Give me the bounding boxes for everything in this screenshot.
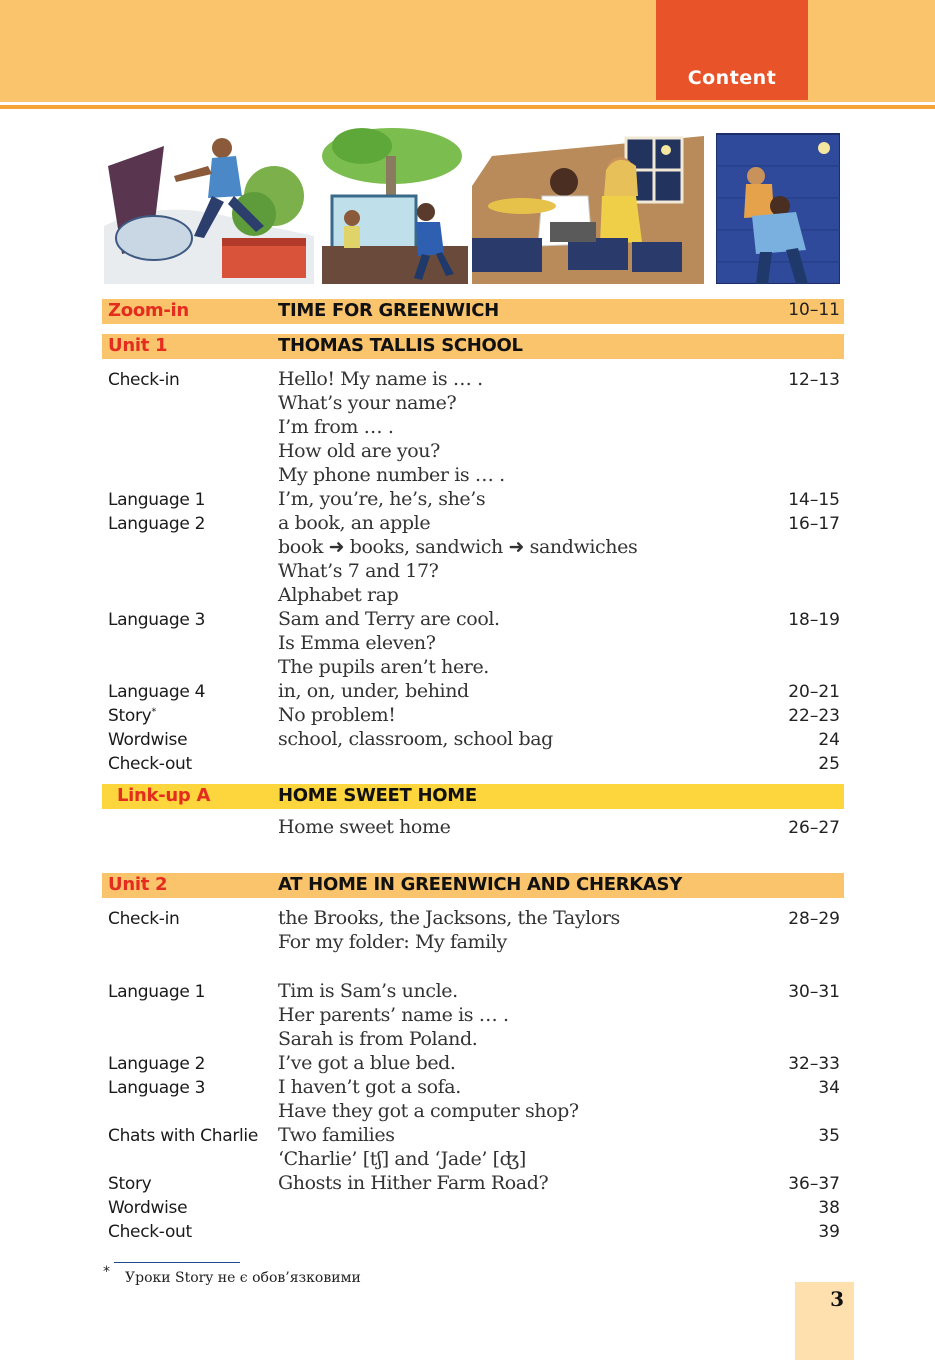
content-tab: [656, 0, 808, 100]
link-up-a-rows: [108, 816, 844, 840]
lesson-pages: 32–33: [788, 1054, 840, 1074]
lesson-name: [108, 490, 205, 510]
lesson-description: My phone number is … .: [278, 464, 505, 486]
lesson-description: Her parents’ name is … .: [278, 1004, 509, 1026]
zoom-in-pages: 10–11: [788, 300, 840, 320]
toc-row: [108, 1196, 844, 1220]
lesson-name-text: Language 1: [108, 982, 206, 1002]
header-rule: [0, 105, 935, 109]
toc-row: [108, 931, 844, 955]
zoom-in-label: Zoom-in: [108, 300, 189, 321]
toc-row: [108, 632, 844, 656]
toc-row: [108, 1172, 844, 1196]
lesson-name-text: Story: [108, 706, 152, 726]
lesson-name: [108, 514, 205, 534]
toc-row: [108, 464, 844, 488]
zoom-in-band: [102, 299, 844, 324]
toc-row: [108, 752, 844, 776]
lesson-name: [108, 909, 180, 929]
toc-row: [108, 680, 844, 704]
toc-row: [108, 907, 844, 931]
lesson-pages: 39: [818, 1222, 840, 1242]
lesson-name: [108, 370, 180, 390]
toc-row: [108, 1124, 844, 1148]
lesson-description: Ghosts in Hither Farm Road?: [278, 1172, 549, 1194]
link-up-a-title: HOME SWEET HOME: [278, 785, 477, 806]
lesson-description: Is Emma eleven?: [278, 632, 436, 654]
toc-row: [108, 1220, 844, 1244]
toc-row: [108, 488, 844, 512]
toc-row: [108, 1028, 844, 1052]
lesson-description: school, classroom, school bag: [278, 728, 553, 750]
toc-row: [108, 656, 844, 680]
lesson-pages: 34: [818, 1078, 840, 1098]
lesson-name-text: Language 2: [108, 1054, 206, 1074]
toc-row: [108, 816, 844, 840]
lesson-name: [108, 610, 205, 630]
lesson-name-text: Wordwise: [108, 1198, 188, 1218]
lesson-description: in, on, under, behind: [278, 680, 469, 702]
footnote-rule: [114, 1262, 240, 1263]
lesson-name-text: Language 1: [108, 490, 206, 510]
toc-row: [108, 584, 844, 608]
lesson-name-text: Chats with Charlie: [108, 1126, 259, 1146]
unit2-rows-language: [108, 980, 844, 1244]
toc-row: [108, 440, 844, 464]
lesson-description: Alphabet rap: [278, 584, 399, 606]
lesson-pages: 14–15: [788, 490, 840, 510]
lesson-name: [108, 1174, 151, 1194]
lesson-pages: 36–37: [788, 1174, 840, 1194]
toc-row: [108, 980, 844, 1004]
lesson-pages: 16–17: [788, 514, 840, 534]
lesson-name-text: Language 3: [108, 1078, 206, 1098]
toc-row: [108, 1076, 844, 1100]
illustration-boy-window: [322, 126, 468, 284]
lesson-description: ‘Charlie’ [tʃ] and ‘Jade’ [ʤ]: [278, 1148, 526, 1170]
lesson-description: book ➜ books, sandwich ➜ sandwiches: [278, 536, 638, 558]
page-number: 3: [830, 1287, 844, 1311]
lesson-pages: 38: [818, 1198, 840, 1218]
toc-row: [108, 1004, 844, 1028]
lesson-pages: 20–21: [788, 682, 840, 702]
page-number-box: [795, 1282, 854, 1360]
lesson-description: How old are you?: [278, 440, 440, 462]
lesson-pages: 35: [818, 1126, 840, 1146]
lesson-name: [108, 754, 192, 774]
lesson-pages: 22–23: [788, 706, 840, 726]
toc-row: [108, 1148, 844, 1172]
unit2-band: [102, 873, 844, 898]
lesson-pages: 24: [818, 730, 840, 750]
lesson-description: Sam and Terry are cool.: [278, 608, 500, 630]
lesson-description: Have they got a computer shop?: [278, 1100, 579, 1122]
lesson-description: the Brooks, the Jacksons, the Taylors: [278, 907, 620, 929]
lesson-description: The pupils aren’t here.: [278, 656, 489, 678]
unit2-title: AT HOME IN GREENWICH AND CHERKASY: [278, 874, 682, 895]
lesson-description: Sarah is from Poland.: [278, 1028, 478, 1050]
toc-row: [108, 560, 844, 584]
lesson-description: I’ve got a blue bed.: [278, 1052, 456, 1074]
lesson-name-text: Language 4: [108, 682, 206, 702]
lesson-name: [108, 982, 205, 1002]
toc-row: [108, 416, 844, 440]
lesson-description: What’s 7 and 17?: [278, 560, 439, 582]
toc-row: [108, 608, 844, 632]
unit1-label: Unit 1: [108, 335, 168, 356]
lesson-description: I’m from … .: [278, 416, 394, 438]
footnote-text: Уроки Story не є обов’язковими: [125, 1270, 361, 1286]
footnote-marker: *: [103, 1264, 110, 1280]
illustration-kids-night: [716, 126, 840, 284]
lesson-name: [108, 1126, 258, 1146]
lesson-name: [108, 730, 187, 750]
lesson-pages: 26–27: [788, 818, 840, 838]
lesson-name-text: Check-out: [108, 1222, 192, 1242]
lesson-name: [108, 1078, 205, 1098]
lesson-description: No problem!: [278, 704, 396, 726]
unit2-rows-checkin: [108, 907, 844, 955]
lesson-pages: 30–31: [788, 982, 840, 1002]
lesson-name-text: Story: [108, 1174, 152, 1194]
lesson-name-text: Language 2: [108, 514, 206, 534]
toc-row: [108, 704, 844, 728]
toc-row: [108, 392, 844, 416]
footnote-ref: *: [151, 706, 157, 718]
unit1-rows: [108, 368, 844, 776]
toc-row: [108, 1100, 844, 1124]
lesson-description: For my folder: My family: [278, 931, 507, 953]
lesson-name-text: Check-out: [108, 754, 192, 774]
lesson-name-text: Language 3: [108, 610, 206, 630]
toc-row: [108, 728, 844, 752]
link-up-a-band: [102, 784, 844, 809]
lesson-pages: 18–19: [788, 610, 840, 630]
lesson-name: [108, 682, 205, 702]
unit1-band: [102, 334, 844, 359]
lesson-pages: 28–29: [788, 909, 840, 929]
unit2-label: Unit 2: [108, 874, 168, 895]
illustration-girl-jumping: [104, 126, 314, 284]
illustration-kids-drums: [472, 126, 704, 284]
link-up-a-label: Link-up A: [117, 785, 211, 806]
toc-row: [108, 1052, 844, 1076]
lesson-description: Hello! My name is … .: [278, 368, 483, 390]
toc-row: [108, 536, 844, 560]
lesson-pages: 25: [818, 754, 840, 774]
lesson-name: [108, 1198, 187, 1218]
lesson-name-text: Wordwise: [108, 730, 188, 750]
lesson-description: I haven’t got a sofa.: [278, 1076, 461, 1098]
lesson-name: [108, 1054, 205, 1074]
lesson-name: [108, 1222, 192, 1242]
lesson-description: Two families: [278, 1124, 395, 1146]
lesson-pages: 12–13: [788, 370, 840, 390]
lesson-name: [108, 706, 156, 726]
lesson-name-text: Check-in: [108, 370, 180, 390]
content-tab-label: Content: [687, 67, 777, 89]
unit1-title: THOMAS TALLIS SCHOOL: [278, 335, 523, 356]
lesson-description: What’s your name?: [278, 392, 457, 414]
lesson-description: Home sweet home: [278, 816, 451, 838]
lesson-description: I’m, you’re, he’s, she’s: [278, 488, 486, 510]
toc-row: [108, 368, 844, 392]
lesson-description: a book, an apple: [278, 512, 431, 534]
toc-row: [108, 512, 844, 536]
lesson-description: Tim is Sam’s uncle.: [278, 980, 458, 1002]
lesson-name-text: Check-in: [108, 909, 180, 929]
zoom-in-title: TIME FOR GREENWICH: [278, 300, 499, 321]
